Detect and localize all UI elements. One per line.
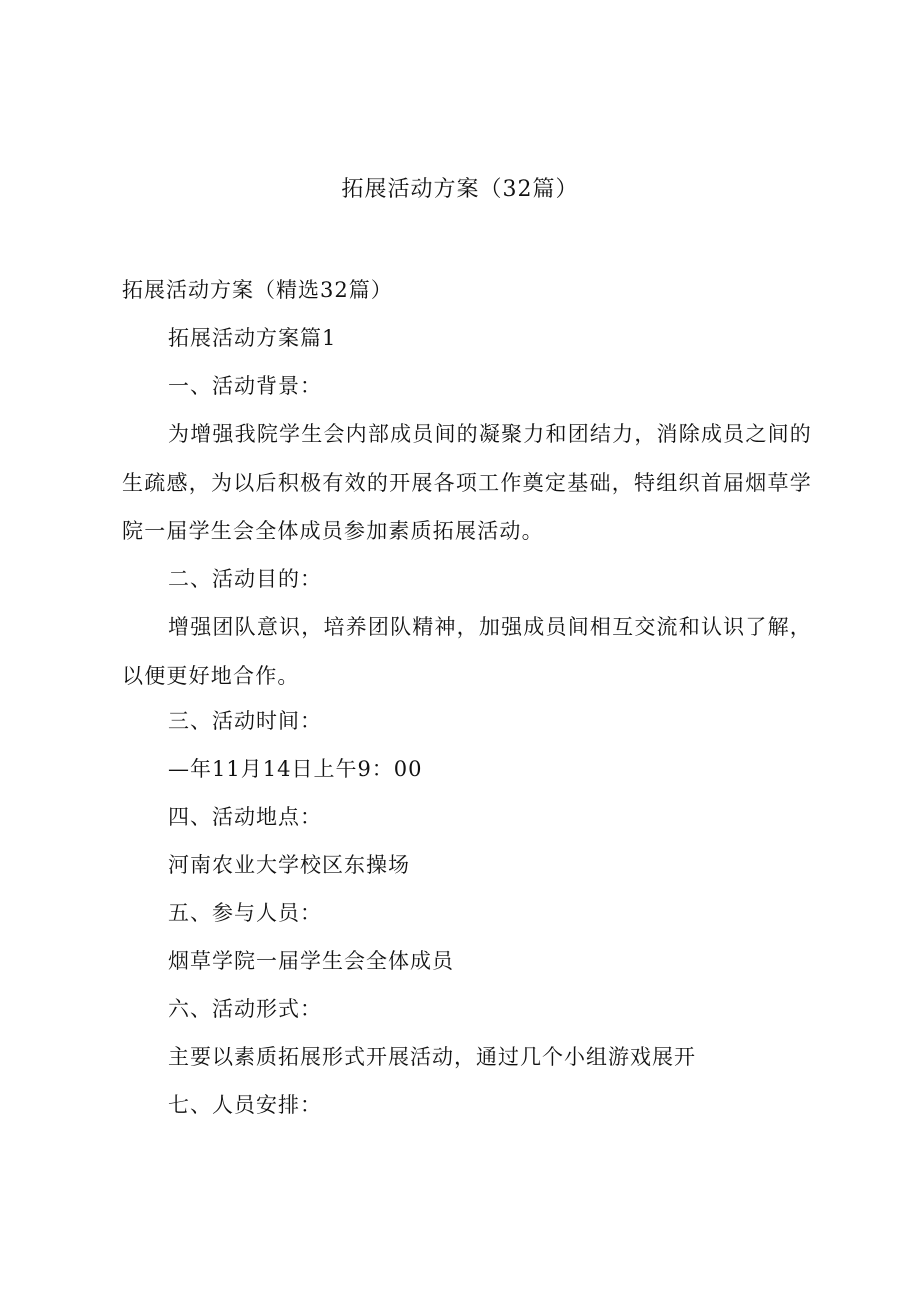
section-heading-staff: 七、人员安排： (168, 1093, 322, 1117)
section-heading-purpose: 二、活动目的： (168, 567, 322, 591)
section-heading-place: 四、活动地点： (168, 805, 322, 829)
paragraph-time: —年11月14日上午9：00 (168, 757, 423, 781)
paragraph-form: 主要以素质拓展形式开展活动，通过几个小组游戏展开 (168, 1045, 696, 1069)
document-subtitle: 拓展活动方案（精选32篇） (122, 278, 393, 302)
section-heading-background: 一、活动背景： (168, 374, 322, 398)
document-title: 拓展活动方案（32篇） (341, 177, 579, 202)
paragraph-place: 河南农业大学校区东操场 (168, 853, 410, 877)
section-heading-participants: 五、参与人员： (168, 901, 322, 925)
paragraph-purpose: 增强团队意识，培养团队精神，加强成员间相互交流和认识了解，以便更好地合作。 (122, 615, 812, 688)
section-heading-form: 六、活动形式： (168, 997, 322, 1021)
section-heading-time: 三、活动时间： (168, 709, 322, 733)
chapter-heading: 拓展活动方案篇1 (168, 326, 337, 350)
paragraph-background: 为增强我院学生会内部成员间的凝聚力和团结力，消除成员之间的生疏感，为以后积极有效的开展各项工作奠定基础，特组织首届烟草学院一届学生会全体成员参加素质拓展活动。 (122, 422, 812, 544)
paragraph-participants: 烟草学院一届学生会全体成员 (168, 949, 454, 973)
